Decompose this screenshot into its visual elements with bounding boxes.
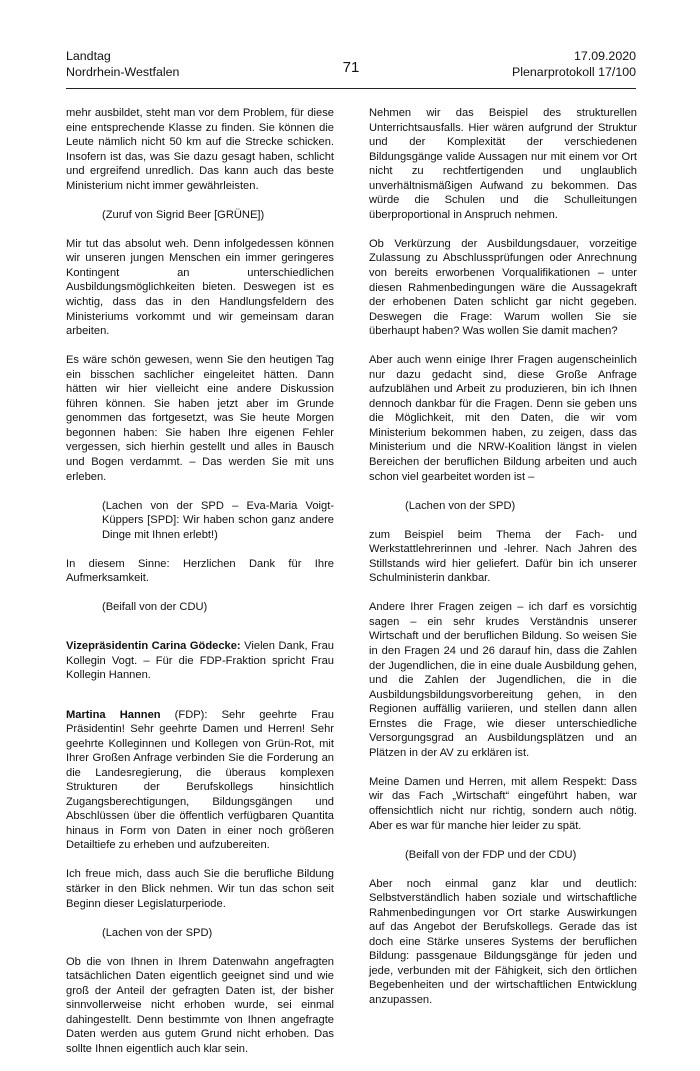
- paragraph: mehr ausbildet, steht man vor dem Problem, für diese eine entsprechende Klasse zu finden. Sie können die Leute nämlich nicht 50 km auf die Strecke schicken. Insofern ist das, was Sie dazu gesagt haben, schlicht und ergreifend unredlich. Das kann auch das beste Ministerium nicht immer gewährleisten.: [66, 107, 334, 192]
- paragraph: Nehmen wir das Beispiel des strukturellen Unterrichtsausfalls. Hier wären aufgrund der Struktur und der Komplexität der verschiedenen Bildungsgänge valide Aussagen nur mit einem vor Ort nicht zu rechtfertigenden und unglaublich unverhältnismäßigen Aufwand zu bekommen. Das würde die Schulen und die Schulleitungen überproportional in Anspruch nehmen.: [369, 107, 637, 221]
- header-right: [512, 48, 636, 80]
- header-date: 17.09.2020: [573, 49, 636, 63]
- paragraph: Meine Damen und Herren, mit allem Respekt: Dass wir das Fach „Wirtschaft“ eingeführt haben, war offensichtlich nicht nur richtig, sondern auch nötig. Aber es war für manche hier leider zu spät.: [369, 775, 637, 832]
- header-protocol: Plenarprotokoll 17/100: [512, 65, 636, 79]
- speaker-paragraph: [66, 639, 334, 683]
- left-column: [66, 106, 334, 1071]
- interjection: (Lachen von der SPD – Eva-Maria Voigt-Küppers [SPD]: Wir haben schon ganz andere Dinge mit Ihnen erlebt!): [102, 499, 334, 541]
- spacer: [66, 629, 334, 639]
- speaker-paragraph: [66, 708, 334, 853]
- paragraph: Ob die von Ihnen in Ihrem Datenwahn angefragten tatsächlichen Daten eigentlich geeignet sind und wie groß der Anteil der gefragten Daten ist, der bisher sinnvollerweise nicht erhoben wurde, sei einmal dahingestellt. Denn bestimmte von Ihnen angefragte Daten werden aus gutem Grund nicht erhoben. Das sollte Ihnen eigentlich auch klar sein.: [66, 955, 334, 1055]
- paragraph: Andere Ihrer Fragen zeigen – ich darf es vorsichtig sagen – ein sehr krudes Verständnis unserer Wirtschaft und der beruflichen Bildung. So weisen Sie in den Fragen 24 und 26 darauf hin, dass die Zahlen der Jugendlichen, die in eine duale Ausbildung gehen, und die Zahlen der Jugendlichen, die in die Ausbildungsbildungsvorbereitung gehen, in den Regionen auffällig variieren, und stellen dann allen Ernstes die Frage, wie dieser unterschiedliche Versorgungsgrad an Ausbildungsplätzen und an Plätzen in der AV zu erklären ist.: [369, 601, 637, 759]
- header-parliament: Landtag: [66, 49, 111, 63]
- paragraph: Ob Verkürzung der Ausbildungsdauer, vorzeitige Zulassung zu Abschlussprüfungen oder Anrechnung von bereits erworbenen Vorqualifikationen – unter diesen Rahmenbedingungen wäre die Aussagekraft der erhobenen Daten schlicht gar nicht gegeben. Deswegen die Frage: Warum wollen Sie sie überhaupt haben? Was wollen Sie damit machen?: [369, 237, 637, 338]
- interjection: (Lachen von der SPD): [102, 926, 213, 939]
- header-divider: [66, 88, 636, 89]
- paragraph: zum Beispiel beim Thema der Fach- und Werkstattlehrerinnen und -lehrer. Nach Jahren des Stillstands wird hier geliefert. Dafür bin ich unserer Schulministerin dankbar.: [369, 528, 637, 585]
- interjection: (Zuruf von Sigrid Beer [GRÜNE]): [102, 208, 265, 221]
- paragraph: Aber auch wenn einige Ihrer Fragen augenscheinlich nur dazu gedacht sind, diese Große Anfrage aufzublähen und Arbeit zu produzieren, bin ich Ihnen dennoch dankbar für die Fragen. Denn sie geben uns die Möglichkeit, mit den Daten, die wir vom Ministerium bekommen haben, zu zeigen, dass das Ministerium und die NRW-Koalition längst in vielen Bereichen der beruflichen Bildung arbeiten und auch schon viel gearbeitet worden ist –: [369, 354, 637, 483]
- speaker-name: Martina Hannen: [66, 708, 161, 721]
- paragraph: In diesem Sinne: Herzlichen Dank für Ihre Aufmerksamkeit.: [66, 557, 334, 585]
- interjection: (Lachen von der SPD): [405, 499, 516, 512]
- speaker-name: Vizepräsidentin Carina Gödecke:: [66, 640, 241, 653]
- header-state: Nordrhein-Westfalen: [66, 65, 180, 79]
- interjection: (Beifall von der FDP und der CDU): [405, 848, 577, 861]
- paragraph: Es wäre schön gewesen, wenn Sie den heutigen Tag ein bisschen sachlicher eingeleitet hätten. Dann hätten wir hier vielleicht eine andere Diskussion führen können. Sie haben jetzt aber im Grunde genommen das fortgesetzt, was Sie heute Morgen begonnen haben: Sie haben Ihre eigenen Fehler vergessen, sich hierhin gestellt und alles in Bausch und Bogen verdammt. – Das werden Sie mit uns erleben.: [66, 354, 334, 483]
- paragraph: Ich freue mich, dass auch Sie die berufliche Bildung stärker in den Blick nehmen. Wir tun das schon seit Beginn dieser Legislaturperiode.: [66, 868, 334, 910]
- right-column: [369, 106, 637, 1022]
- page-header: [66, 48, 636, 88]
- speaker-text: Vielen Dank, Frau Kollegin Vogt. – Für die FDP-Fraktion spricht Frau Kollegin Hannen.: [66, 640, 334, 682]
- spacer: [66, 698, 334, 708]
- page-number: 71: [342, 59, 360, 76]
- speaker-text: (FDP): Sehr geehrte Frau Präsidentin! Sehr geehrte Damen und Herren! Sehr geehrte Kolleginnen und Kollegen von Grün-Rot, mit Ihrer Großen Anfrage verbinden Sie die Forderung an die Landesregierung, die überaus komplexen Strukturen der Berufskollegs hinsichtlich Zugangsberechtigungen, Bildungsgängen und Abschlüssen über die öffentlich verfügbaren Quantita hinaus in Form von Daten in einer noch größeren Detailtiefe zu erheben und aufzubereiten.: [66, 708, 334, 852]
- paragraph: Mir tut das absolut weh. Denn infolgedessen können wir unseren jungen Menschen ein immer geringeres Kontingent an unterschiedlichen Ausbildungsmöglichkeiten bieten. Deswegen ist es wichtig, dass das in den Handlungsfeldern des Ministeriums vorkommt und wir gemeinsam daran arbeiten.: [66, 237, 334, 338]
- paragraph: Aber noch einmal ganz klar und deutlich: Selbstverständlich haben soziale und wirtschaftliche Rahmenbedingungen vor Ort starke Auswirkungen auf das Angebot der Berufskollegs. Gerade das ist doch eine Stärke unseres Systems der beruflichen Bildung: passgenaue Bildungsgänge für jeden und jede, verbunden mit der Fähigkeit, sich den örtlichen Begebenheiten und der wirtschaftlichen Entwicklung anzupassen.: [369, 877, 637, 1006]
- interjection: (Beifall von der CDU): [102, 601, 208, 614]
